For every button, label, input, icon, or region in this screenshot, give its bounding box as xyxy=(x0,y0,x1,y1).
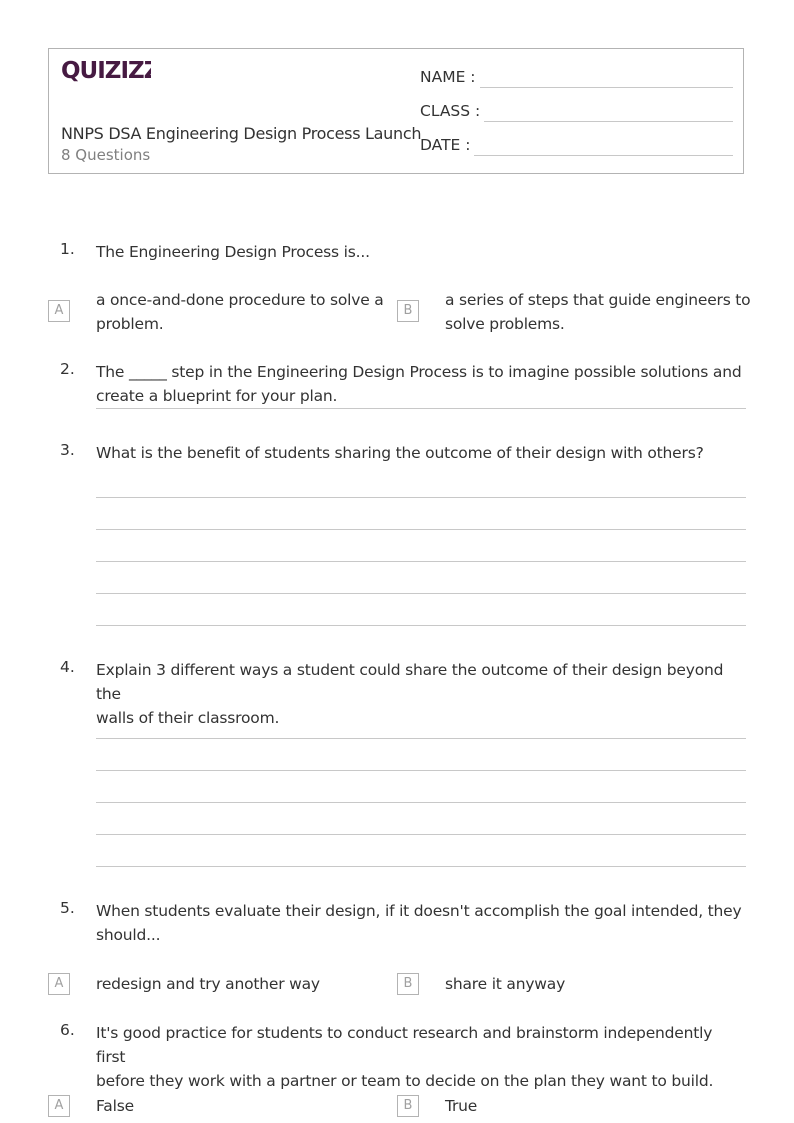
answer-line[interactable] xyxy=(96,770,746,771)
answer-line[interactable] xyxy=(96,866,746,867)
answer-line[interactable] xyxy=(96,593,746,594)
option-line: problem. xyxy=(96,315,164,333)
option-a-box[interactable]: A xyxy=(48,1095,70,1117)
option-a-text: False xyxy=(96,1097,134,1115)
option-a-text xyxy=(96,288,384,336)
question-number: 6. xyxy=(60,1021,75,1039)
question-text xyxy=(96,1021,746,1093)
date-label: DATE : xyxy=(420,136,471,154)
date-line[interactable] xyxy=(474,136,733,156)
option-a-box[interactable]: A xyxy=(48,973,70,995)
option-a-text: redesign and try another way xyxy=(96,975,320,993)
question-line: When students evaluate their design, if it doesn't accomplish the goal intended, they xyxy=(96,902,742,920)
answer-line[interactable] xyxy=(96,834,746,835)
quizizz-logo xyxy=(61,57,151,90)
question-text xyxy=(96,360,746,408)
option-b-text xyxy=(445,288,750,336)
question-text: What is the benefit of students sharing the outcome of their design with others? xyxy=(96,444,704,462)
name-label: NAME : xyxy=(420,68,476,86)
class-label: CLASS : xyxy=(420,102,481,120)
question-number: 1. xyxy=(60,240,75,258)
question-line: should... xyxy=(96,926,161,944)
answer-line[interactable] xyxy=(96,738,746,739)
option-line: solve problems. xyxy=(445,315,565,333)
option-b-box[interactable]: B xyxy=(397,973,419,995)
quiz-title: NNPS DSA Engineering Design Process Launch xyxy=(61,124,422,143)
class-field[interactable] xyxy=(420,102,733,122)
option-b-text: True xyxy=(445,1097,478,1115)
question-text xyxy=(96,658,746,730)
name-field[interactable] xyxy=(420,68,733,88)
question-line: walls of their classroom. xyxy=(96,709,280,727)
question-number: 2. xyxy=(60,360,75,378)
question-line: Explain 3 different ways a student could share the outcome of their design beyond the xyxy=(96,661,724,703)
option-line: a series of steps that guide engineers to xyxy=(445,291,751,309)
option-a-box[interactable]: A xyxy=(48,300,70,322)
answer-line[interactable] xyxy=(96,625,746,626)
question-line: before they work with a partner or team to decide on the plan they want to build. xyxy=(96,1072,714,1090)
quizizz-logo-mark xyxy=(61,57,151,83)
answer-line[interactable] xyxy=(96,497,746,498)
question-count: 8 Questions xyxy=(61,146,151,164)
answer-line[interactable] xyxy=(96,408,746,409)
answer-line[interactable] xyxy=(96,529,746,530)
question-line: It's good practice for students to conduct research and brainstorm independently first xyxy=(96,1024,713,1066)
answer-line[interactable] xyxy=(96,561,746,562)
option-line: a once-and-done procedure to solve a xyxy=(96,291,384,309)
question-number: 3. xyxy=(60,441,75,459)
date-field[interactable] xyxy=(420,136,733,156)
question-text: The Engineering Design Process is... xyxy=(96,243,370,261)
worksheet-header xyxy=(48,48,744,174)
option-b-box[interactable]: B xyxy=(397,1095,419,1117)
question-number: 4. xyxy=(60,658,75,676)
svg-text:QUIZIZZ: QUIZIZZ xyxy=(61,58,151,83)
question-text xyxy=(96,899,746,947)
class-line[interactable] xyxy=(484,102,733,122)
question-line: The _____ step in the Engineering Design Process is to imagine possible solutions and xyxy=(96,363,742,381)
name-line[interactable] xyxy=(480,68,733,88)
question-number: 5. xyxy=(60,899,75,917)
answer-line[interactable] xyxy=(96,802,746,803)
question-line: create a blueprint for your plan. xyxy=(96,387,338,405)
option-b-text: share it anyway xyxy=(445,975,566,993)
option-b-box[interactable]: B xyxy=(397,300,419,322)
